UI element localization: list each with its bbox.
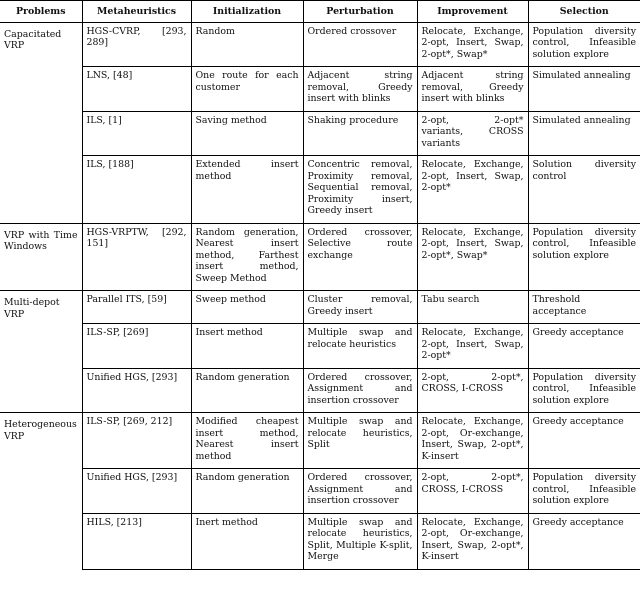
selection-cell: Greedy acceptance [528,324,640,369]
header-perturbation: Perturbation [303,1,417,23]
table-row [0,513,640,569]
header-problems: Problems [15,6,66,17]
perturbation-cell: Cluster removal, Greedy insert [303,291,417,324]
initialization-cell: Random generation, Nearest insert method, Farthest insert method, Sweep Method [191,223,303,291]
improvement-cell: 2-opt, 2-opt*, CROSS, I-CROSS [417,368,528,413]
perturbation-cell: Multiple swap and relocate heuristics, Split [303,413,417,469]
initialization-cell: Random generation [191,469,303,514]
initialization-cell: Extended insert method [191,156,303,224]
perturbation-cell: Ordered crossover, Selective route exchange [303,223,417,291]
metaheuristic-cell: ILS-SP, [269] [82,324,191,369]
table-row [0,156,640,224]
selection-cell: Population diversity control, Infeasible solution explore [528,469,640,514]
table-row [0,223,640,291]
improvement-cell: Relocate, Exchange, 2-opt, Insert, Swap, 2-opt*, Swap* [417,223,528,291]
problem-cell: Capacitated VRP [4,28,62,51]
initialization-cell: One route for each customer [191,67,303,112]
metaheuristic-cell: HGS-VRPTW, [292, 151] [82,223,191,291]
metaheuristic-cell: ILS, [188] [82,156,191,224]
improvement-cell: Relocate, Exchange, 2-opt, Or-exchange, Insert, Swap, 2-opt*, K-insert [417,413,528,469]
metaheuristic-cell: HILS, [213] [82,513,191,569]
improvement-cell: Relocate, Exchange, 2-opt, Or-exchange, Insert, Swap, 2-opt*, K-insert [417,513,528,569]
header-selection: Selection [528,1,640,23]
table-row [0,111,640,156]
perturbation-cell: Adjacent string removal, Greedy insert with blinks [303,67,417,112]
problem-cell: Heterogeneous VRP [0,413,82,570]
selection-cell: Population diversity control, Infeasible solution explore [528,22,640,67]
initialization-cell: Inert method [191,513,303,569]
improvement-cell: Adjacent string removal, Greedy insert with blinks [417,67,528,112]
perturbation-cell: Multiple swap and relocate heuristics, Split, Multiple K-split, Merge [303,513,417,569]
selection-cell: Solution diversity control [528,156,640,224]
table-row [0,22,640,67]
selection-cell: Population diversity control, Infeasible solution explore [528,223,640,291]
table-row [0,291,640,324]
perturbation-cell: Multiple swap and relocate heuristics [303,324,417,369]
header-initialization: Initialization [191,1,303,23]
improvement-cell: 2-opt, 2-opt*, CROSS, I-CROSS [417,469,528,514]
improvement-cell: Relocate, Exchange, 2-opt, Insert, Swap, 2-opt* [417,156,528,224]
metaheuristic-cell: ILS-SP, [269, 212] [82,413,191,469]
table-row [0,413,640,469]
metaheuristic-cell: Parallel ITS, [59] [82,291,191,324]
selection-cell: Simulated annealing [528,67,640,112]
table-row [0,67,640,112]
table-row [0,324,640,369]
perturbation-cell: Ordered crossover, Assignment and insertion crossover [303,368,417,413]
perturbation-cell: Ordered crossover [303,22,417,67]
selection-cell: Simulated annealing [528,111,640,156]
initialization-cell: Random [191,22,303,67]
perturbation-cell: Ordered crossover, Assignment and insertion crossover [303,469,417,514]
initialization-cell: Insert method [191,324,303,369]
initialization-cell: Saving method [191,111,303,156]
metaheuristic-cell: HGS-CVRP, [293, 289] [82,22,191,67]
header-metaheuristics: Metaheuristics [82,1,191,23]
header-row [0,1,640,23]
improvement-cell: Relocate, Exchange, 2-opt, Insert, Swap, 2-opt*, Swap* [417,22,528,67]
table-body [0,22,640,569]
selection-cell: Threshold acceptance [528,291,640,324]
header-improvement: Improvement [417,1,528,23]
improvement-cell: 2-opt, 2-opt* variants, CROSS variants [417,111,528,156]
table-row [0,368,640,413]
selection-cell: Population diversity control, Infeasible solution explore [528,368,640,413]
initialization-cell: Modified cheapest insert method, Nearest insert method [191,413,303,469]
metaheuristic-cell: Unified HGS, [293] [82,368,191,413]
metaheuristic-cell: ILS, [1] [82,111,191,156]
perturbation-cell: Shaking procedure [303,111,417,156]
initialization-cell: Random generation [191,368,303,413]
selection-cell: Greedy acceptance [528,513,640,569]
problem-cell: VRP with Time Windows [0,223,82,291]
selection-cell: Greedy acceptance [528,413,640,469]
table-row [0,469,640,514]
metaheuristic-cell: Unified HGS, [293] [82,469,191,514]
improvement-cell: Tabu search [417,291,528,324]
problem-cell: Multi-depot VRP [0,291,82,413]
perturbation-cell: Concentric removal, Proximity removal, Sequential removal, Proximity insert, Greedy insert [303,156,417,224]
improvement-cell: Relocate, Exchange, 2-opt, Insert, Swap, 2-opt* [417,324,528,369]
metaheuristic-cell: LNS, [48] [82,67,191,112]
initialization-cell: Sweep method [191,291,303,324]
